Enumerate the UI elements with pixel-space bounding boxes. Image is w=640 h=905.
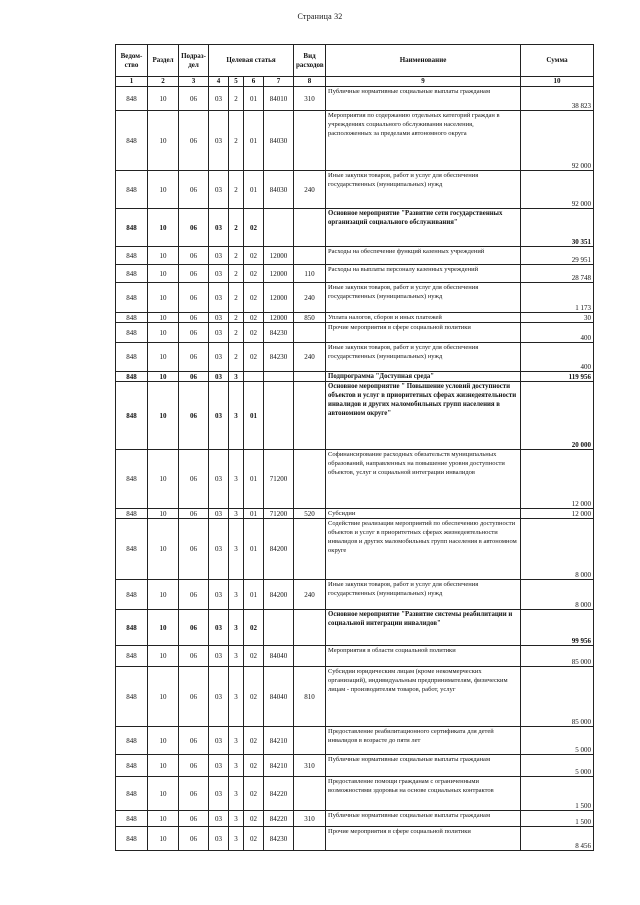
cell-ved: 848 <box>116 755 148 777</box>
cell-vid: 520 <box>294 509 326 519</box>
cell-podrazdel: 06 <box>179 313 209 323</box>
cell-target-subprogram: 2 <box>229 111 244 171</box>
table-row <box>116 519 594 580</box>
cell-target-activity: 02 <box>244 827 264 851</box>
cell-ved: 848 <box>116 777 148 811</box>
cell-sum: 12 000 <box>521 450 594 509</box>
cell-ved: 848 <box>116 265 148 283</box>
cell-sum: 85 000 <box>521 667 594 727</box>
cell-vid <box>294 382 326 450</box>
table-row <box>116 323 594 343</box>
cell-razdel: 10 <box>148 171 179 209</box>
cell-vid <box>294 519 326 580</box>
cell-target-direction: 84210 <box>264 755 294 777</box>
cell-target-activity: 02 <box>244 727 264 755</box>
cell-vid <box>294 646 326 667</box>
cell-target-activity: 02 <box>244 646 264 667</box>
table-row <box>116 646 594 667</box>
cell-target-subprogram: 3 <box>229 667 244 727</box>
cell-vid <box>294 777 326 811</box>
column-index: 3 <box>179 77 209 87</box>
cell-target-subprogram: 2 <box>229 265 244 283</box>
cell-name: Субсидии юридическим лицам (кроме некоммерческих организаций), индивидуальным предпринимателям, физическим лицам - производителям товаров, работ, услуг <box>326 667 521 727</box>
cell-target-program: 03 <box>209 646 229 667</box>
cell-sum: 8 000 <box>521 580 594 610</box>
cell-name: Прочие мероприятия в сфере социальной политики <box>326 323 521 343</box>
cell-target-activity: 01 <box>244 580 264 610</box>
cell-podrazdel: 06 <box>179 811 209 827</box>
cell-name: Публичные нормативные социальные выплаты гражданам <box>326 87 521 111</box>
cell-name: Расходы на выплаты персоналу казенных учреждений <box>326 265 521 283</box>
cell-podrazdel: 06 <box>179 755 209 777</box>
cell-ved: 848 <box>116 727 148 755</box>
cell-sum: 400 <box>521 343 594 372</box>
cell-podrazdel: 06 <box>179 87 209 111</box>
cell-vid: 240 <box>294 343 326 372</box>
cell-vid <box>294 209 326 247</box>
cell-target-activity: 02 <box>244 610 264 646</box>
cell-razdel: 10 <box>148 755 179 777</box>
cell-target-direction: 12000 <box>264 313 294 323</box>
cell-target-subprogram: 2 <box>229 209 244 247</box>
table-row <box>116 610 594 646</box>
cell-sum: 119 956 <box>521 372 594 382</box>
column-index: 5 <box>229 77 244 87</box>
cell-target-direction: 84230 <box>264 343 294 372</box>
cell-vid: 310 <box>294 755 326 777</box>
cell-name: Основное мероприятие "Развитие сети государственных организаций социального обслуживания" <box>326 209 521 247</box>
cell-podrazdel: 06 <box>179 519 209 580</box>
cell-sum: 12 000 <box>521 509 594 519</box>
cell-sum: 30 <box>521 313 594 323</box>
cell-razdel: 10 <box>148 610 179 646</box>
cell-name: Подпрограмма "Доступная среда" <box>326 372 521 382</box>
cell-target-direction: 84040 <box>264 667 294 727</box>
cell-target-direction: 84230 <box>264 323 294 343</box>
cell-razdel: 10 <box>148 509 179 519</box>
cell-target-direction: 84030 <box>264 171 294 209</box>
budget-table <box>115 44 594 851</box>
cell-podrazdel: 06 <box>179 777 209 811</box>
table-row <box>116 372 594 382</box>
cell-target-program: 03 <box>209 727 229 755</box>
cell-name: Иные закупки товаров, работ и услуг для обеспечения государственных (муниципальных) нужд <box>326 283 521 313</box>
cell-target-direction: 84200 <box>264 580 294 610</box>
cell-podrazdel: 06 <box>179 580 209 610</box>
cell-target-activity: 01 <box>244 509 264 519</box>
cell-target-subprogram: 3 <box>229 580 244 610</box>
table-row <box>116 827 594 851</box>
cell-sum: 38 823 <box>521 87 594 111</box>
cell-vid <box>294 111 326 171</box>
cell-razdel: 10 <box>148 519 179 580</box>
cell-razdel: 10 <box>148 777 179 811</box>
cell-target-direction: 71200 <box>264 509 294 519</box>
cell-target-program: 03 <box>209 509 229 519</box>
cell-target-subprogram: 3 <box>229 755 244 777</box>
cell-target-program: 03 <box>209 610 229 646</box>
cell-name: Основное мероприятие " Повышение условий доступности объектов и услуг в приоритетных сферах жизнедеятельности инвалидов и других маломобильных групп населения в автономном округе" <box>326 382 521 450</box>
cell-target-subprogram: 2 <box>229 343 244 372</box>
table-row <box>116 509 594 519</box>
cell-target-activity: 02 <box>244 265 264 283</box>
cell-vid: 110 <box>294 265 326 283</box>
cell-ved: 848 <box>116 247 148 265</box>
cell-target-program: 03 <box>209 247 229 265</box>
cell-target-program: 03 <box>209 667 229 727</box>
cell-ved: 848 <box>116 450 148 509</box>
table-header-row <box>116 45 594 77</box>
cell-target-program: 03 <box>209 265 229 283</box>
cell-target-program: 03 <box>209 323 229 343</box>
cell-target-program: 03 <box>209 313 229 323</box>
cell-razdel: 10 <box>148 87 179 111</box>
cell-target-program: 03 <box>209 777 229 811</box>
cell-razdel: 10 <box>148 313 179 323</box>
table-row <box>116 667 594 727</box>
table-row <box>116 209 594 247</box>
cell-podrazdel: 06 <box>179 171 209 209</box>
cell-target-activity: 02 <box>244 323 264 343</box>
table-row <box>116 313 594 323</box>
cell-name: Основное мероприятие "Развитие системы реабилитации и социальной интеграции инвалидов" <box>326 610 521 646</box>
header-ved: Ведом-ство <box>116 45 148 77</box>
cell-target-direction: 84010 <box>264 87 294 111</box>
cell-target-subprogram: 3 <box>229 811 244 827</box>
cell-sum: 8 456 <box>521 827 594 851</box>
cell-target-direction: 12000 <box>264 247 294 265</box>
cell-name: Иные закупки товаров, работ и услуг для обеспечения государственных (муниципальных) нужд <box>326 171 521 209</box>
column-index: 4 <box>209 77 229 87</box>
cell-razdel: 10 <box>148 323 179 343</box>
header-podrazdel: Подраз-дел <box>179 45 209 77</box>
cell-target-activity: 02 <box>244 667 264 727</box>
cell-target-activity: 02 <box>244 343 264 372</box>
cell-target-activity: 02 <box>244 811 264 827</box>
cell-razdel: 10 <box>148 811 179 827</box>
cell-target-program: 03 <box>209 171 229 209</box>
cell-target-activity: 02 <box>244 755 264 777</box>
cell-target-subprogram: 2 <box>229 313 244 323</box>
cell-razdel: 10 <box>148 265 179 283</box>
cell-ved: 848 <box>116 171 148 209</box>
cell-razdel: 10 <box>148 283 179 313</box>
cell-podrazdel: 06 <box>179 610 209 646</box>
cell-ved: 848 <box>116 283 148 313</box>
cell-target-subprogram: 3 <box>229 610 244 646</box>
cell-podrazdel: 06 <box>179 450 209 509</box>
cell-ved: 848 <box>116 509 148 519</box>
cell-ved: 848 <box>116 323 148 343</box>
cell-ved: 848 <box>116 87 148 111</box>
cell-podrazdel: 06 <box>179 646 209 667</box>
table-row <box>116 265 594 283</box>
cell-vid <box>294 610 326 646</box>
cell-podrazdel: 06 <box>179 509 209 519</box>
cell-target-activity <box>244 372 264 382</box>
cell-sum: 400 <box>521 323 594 343</box>
cell-razdel: 10 <box>148 580 179 610</box>
cell-podrazdel: 06 <box>179 283 209 313</box>
cell-sum: 29 951 <box>521 247 594 265</box>
column-index: 10 <box>521 77 594 87</box>
cell-ved: 848 <box>116 209 148 247</box>
cell-vid: 310 <box>294 87 326 111</box>
cell-sum: 8 000 <box>521 519 594 580</box>
cell-vid <box>294 450 326 509</box>
cell-ved: 848 <box>116 827 148 851</box>
cell-name: Публичные нормативные социальные выплаты гражданам <box>326 811 521 827</box>
table-row <box>116 111 594 171</box>
cell-podrazdel: 06 <box>179 323 209 343</box>
cell-podrazdel: 06 <box>179 667 209 727</box>
header-target: Целевая статья <box>209 45 294 77</box>
cell-razdel: 10 <box>148 343 179 372</box>
cell-name: Иные закупки товаров, работ и услуг для обеспечения государственных (муниципальных) нужд <box>326 343 521 372</box>
cell-target-direction: 84030 <box>264 111 294 171</box>
cell-target-direction: 12000 <box>264 265 294 283</box>
cell-ved: 848 <box>116 667 148 727</box>
cell-target-program: 03 <box>209 283 229 313</box>
cell-name: Предоставление реабилитационного сертификата для детей инвалидов в возрасте до пяти лет <box>326 727 521 755</box>
cell-name: Софинансирование расходных обязательств муниципальных образований, направленных на повышение уровня доступности объектов, услуг и социальной интеграции инвалидов <box>326 450 521 509</box>
cell-target-activity: 02 <box>244 777 264 811</box>
cell-razdel: 10 <box>148 646 179 667</box>
cell-target-program: 03 <box>209 811 229 827</box>
cell-ved: 848 <box>116 313 148 323</box>
cell-target-program: 03 <box>209 450 229 509</box>
cell-target-program: 03 <box>209 580 229 610</box>
cell-sum: 28 748 <box>521 265 594 283</box>
cell-sum: 1 500 <box>521 811 594 827</box>
cell-vid: 310 <box>294 811 326 827</box>
table-row <box>116 727 594 755</box>
column-index: 2 <box>148 77 179 87</box>
cell-target-program: 03 <box>209 827 229 851</box>
column-index: 7 <box>264 77 294 87</box>
cell-vid: 850 <box>294 313 326 323</box>
cell-name: Субсидии <box>326 509 521 519</box>
column-index: 6 <box>244 77 264 87</box>
cell-ved: 848 <box>116 519 148 580</box>
cell-ved: 848 <box>116 343 148 372</box>
cell-target-program: 03 <box>209 343 229 372</box>
cell-target-program: 03 <box>209 755 229 777</box>
header-razdel: Раздел <box>148 45 179 77</box>
cell-sum: 85 000 <box>521 646 594 667</box>
cell-target-direction: 84200 <box>264 519 294 580</box>
cell-target-activity: 01 <box>244 519 264 580</box>
cell-vid: 240 <box>294 580 326 610</box>
cell-target-subprogram: 2 <box>229 283 244 313</box>
cell-sum: 20 000 <box>521 382 594 450</box>
cell-target-activity: 01 <box>244 111 264 171</box>
cell-name: Уплата налогов, сборов и иных платежей <box>326 313 521 323</box>
cell-sum: 99 956 <box>521 610 594 646</box>
cell-name: Мероприятия по содержанию отдельных категорий граждан в учреждениях социального обслуживания населения, расположенных за пределами автономного округа <box>326 111 521 171</box>
cell-sum: 1 173 <box>521 283 594 313</box>
table-row <box>116 343 594 372</box>
cell-podrazdel: 06 <box>179 343 209 372</box>
cell-target-activity: 02 <box>244 247 264 265</box>
cell-ved: 848 <box>116 372 148 382</box>
cell-target-subprogram: 3 <box>229 727 244 755</box>
cell-ved: 848 <box>116 811 148 827</box>
cell-sum: 30 351 <box>521 209 594 247</box>
cell-ved: 848 <box>116 580 148 610</box>
header-vid: Вид расходов <box>294 45 326 77</box>
cell-vid: 240 <box>294 283 326 313</box>
header-name: Наименование <box>326 45 521 77</box>
cell-sum: 5 000 <box>521 755 594 777</box>
cell-target-direction: 84210 <box>264 727 294 755</box>
cell-vid <box>294 247 326 265</box>
cell-target-subprogram: 3 <box>229 372 244 382</box>
cell-target-activity: 02 <box>244 313 264 323</box>
header-sum: Сумма <box>521 45 594 77</box>
cell-target-activity: 01 <box>244 87 264 111</box>
cell-target-program: 03 <box>209 382 229 450</box>
cell-target-program: 03 <box>209 87 229 111</box>
cell-razdel: 10 <box>148 247 179 265</box>
cell-razdel: 10 <box>148 382 179 450</box>
cell-name: Содействие реализации мероприятий по обеспечению доступности объектов и услуг в приоритетных сферах жизнедеятельности инвалидов и других маломобильных групп населения в автономном округе <box>326 519 521 580</box>
cell-podrazdel: 06 <box>179 372 209 382</box>
cell-sum: 92 000 <box>521 111 594 171</box>
column-index: 8 <box>294 77 326 87</box>
cell-razdel: 10 <box>148 827 179 851</box>
cell-razdel: 10 <box>148 450 179 509</box>
cell-target-activity: 02 <box>244 283 264 313</box>
cell-razdel: 10 <box>148 667 179 727</box>
cell-target-direction: 84040 <box>264 646 294 667</box>
cell-podrazdel: 06 <box>179 827 209 851</box>
cell-vid <box>294 727 326 755</box>
cell-target-program: 03 <box>209 209 229 247</box>
cell-vid <box>294 372 326 382</box>
cell-razdel: 10 <box>148 111 179 171</box>
cell-target-program: 03 <box>209 111 229 171</box>
cell-ved: 848 <box>116 382 148 450</box>
table-row <box>116 382 594 450</box>
cell-podrazdel: 06 <box>179 209 209 247</box>
table-row <box>116 87 594 111</box>
cell-ved: 848 <box>116 646 148 667</box>
cell-name: Предоставление помощи гражданам с ограниченными возможностями здоровья на основе социальных контрактов <box>326 777 521 811</box>
cell-name: Расходы на обеспечение функций казенных учреждений <box>326 247 521 265</box>
cell-podrazdel: 06 <box>179 727 209 755</box>
cell-target-activity: 01 <box>244 450 264 509</box>
cell-name: Прочие мероприятия в сфере социальной политики <box>326 827 521 851</box>
table-row <box>116 580 594 610</box>
cell-target-subprogram: 3 <box>229 777 244 811</box>
cell-target-subprogram: 2 <box>229 87 244 111</box>
cell-target-direction: 84230 <box>264 827 294 851</box>
column-index-row <box>116 77 594 87</box>
cell-target-direction <box>264 610 294 646</box>
cell-vid: 240 <box>294 171 326 209</box>
cell-target-direction: 84220 <box>264 777 294 811</box>
cell-podrazdel: 06 <box>179 247 209 265</box>
table-row <box>116 811 594 827</box>
cell-target-direction: 84220 <box>264 811 294 827</box>
cell-sum: 92 000 <box>521 171 594 209</box>
cell-target-subprogram: 3 <box>229 519 244 580</box>
cell-podrazdel: 06 <box>179 111 209 171</box>
cell-name: Публичные нормативные социальные выплаты гражданам <box>326 755 521 777</box>
cell-target-activity: 01 <box>244 171 264 209</box>
cell-target-subprogram: 3 <box>229 509 244 519</box>
column-index: 9 <box>326 77 521 87</box>
cell-razdel: 10 <box>148 209 179 247</box>
cell-sum: 5 000 <box>521 727 594 755</box>
cell-target-subprogram: 3 <box>229 646 244 667</box>
cell-target-program: 03 <box>209 519 229 580</box>
cell-sum: 1 500 <box>521 777 594 811</box>
table-row <box>116 450 594 509</box>
cell-target-direction: 12000 <box>264 283 294 313</box>
cell-razdel: 10 <box>148 727 179 755</box>
cell-ved: 848 <box>116 111 148 171</box>
table-row <box>116 777 594 811</box>
page-title: Страница 32 <box>297 12 343 21</box>
cell-target-direction: 71200 <box>264 450 294 509</box>
cell-target-subprogram: 2 <box>229 171 244 209</box>
cell-ved: 848 <box>116 610 148 646</box>
table-row <box>116 283 594 313</box>
cell-target-activity: 01 <box>244 382 264 450</box>
cell-target-program: 03 <box>209 372 229 382</box>
cell-razdel: 10 <box>148 372 179 382</box>
cell-vid <box>294 827 326 851</box>
cell-target-direction <box>264 372 294 382</box>
cell-podrazdel: 06 <box>179 265 209 283</box>
table-row <box>116 247 594 265</box>
cell-vid: 810 <box>294 667 326 727</box>
cell-target-subprogram: 3 <box>229 382 244 450</box>
cell-name: Мероприятия в области социальной политики <box>326 646 521 667</box>
cell-target-subprogram: 3 <box>229 450 244 509</box>
table-row <box>116 755 594 777</box>
cell-target-direction <box>264 209 294 247</box>
cell-vid <box>294 323 326 343</box>
cell-target-direction <box>264 382 294 450</box>
cell-name: Иные закупки товаров, работ и услуг для обеспечения государственных (муниципальных) нужд <box>326 580 521 610</box>
cell-podrazdel: 06 <box>179 382 209 450</box>
cell-target-activity: 02 <box>244 209 264 247</box>
table-row <box>116 171 594 209</box>
cell-target-subprogram: 2 <box>229 247 244 265</box>
cell-target-subprogram: 3 <box>229 827 244 851</box>
column-index: 1 <box>116 77 148 87</box>
cell-target-subprogram: 2 <box>229 323 244 343</box>
